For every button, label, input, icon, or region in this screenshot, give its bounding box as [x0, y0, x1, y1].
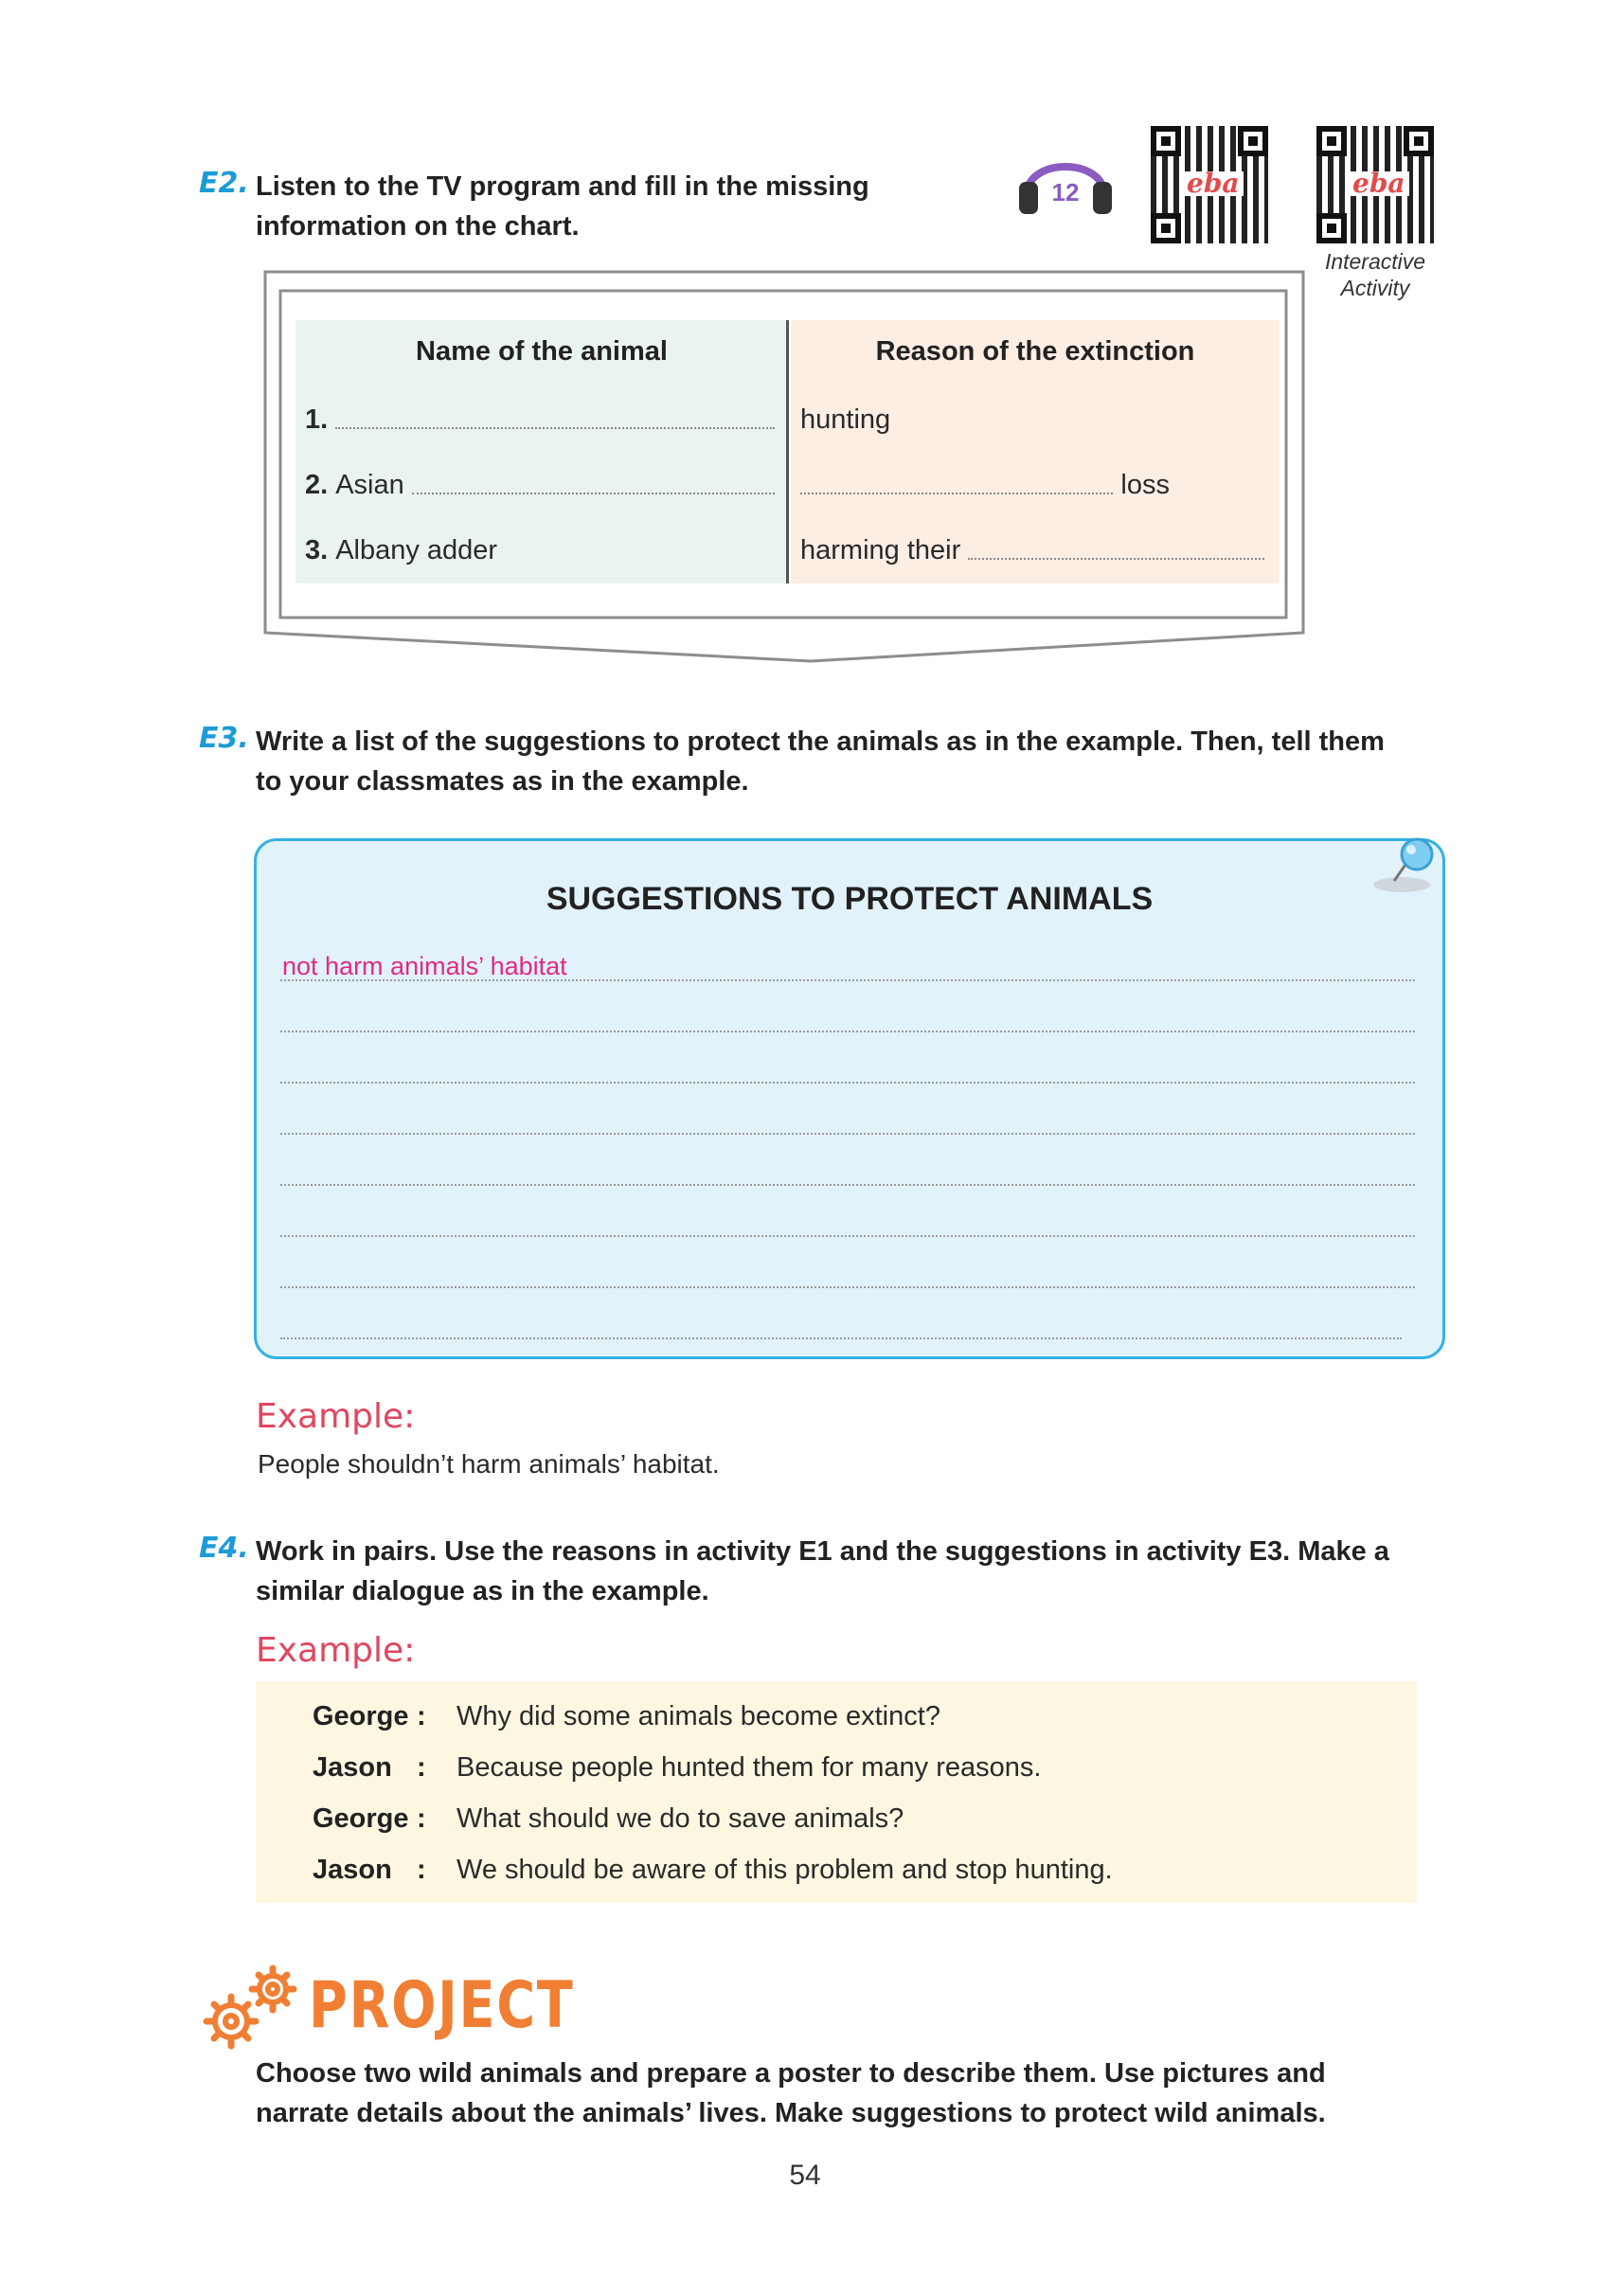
e4-example-label: Example:: [256, 1631, 416, 1670]
qr-corner: [1316, 213, 1347, 243]
animal-name: Asian: [335, 470, 404, 500]
project-text: [256, 2054, 1326, 2133]
qr-corner: [1151, 126, 1181, 156]
dialogue-colon: :: [417, 1701, 426, 1731]
eba-logo: eba: [1349, 171, 1409, 196]
e3-example-label: Example:: [256, 1397, 416, 1436]
reason-text: loss: [1120, 470, 1170, 500]
qr-corner: [1316, 126, 1347, 156]
project-text-line-2: narrate details about the animals’ lives. Make suggestions to protect wild animals.: [256, 2098, 1326, 2128]
dialogue-speaker: George: [313, 1701, 409, 1731]
qr-corner: [1238, 126, 1268, 156]
exercise-number-e3: E3.: [199, 722, 249, 755]
e3-example-text: People shouldn’t harm animals’ habitat.: [258, 1449, 720, 1479]
writing-line[interactable]: [280, 1337, 1402, 1339]
dialogue-line: Why did some animals become extinct?: [456, 1701, 940, 1731]
dialogue-line: Because people hunted them for many reasons.: [456, 1752, 1042, 1783]
chart-row-3-animal: [305, 529, 775, 566]
row-number: 1.: [305, 404, 329, 435]
e2-instruction: [256, 167, 869, 246]
e3-instruction: [256, 722, 1385, 801]
dialogue-speaker: Jason: [313, 1752, 392, 1783]
fill-in-blank[interactable]: [335, 427, 775, 429]
dialogue-colon: :: [417, 1752, 426, 1783]
dialogue-colon: :: [417, 1803, 426, 1834]
row-number: 2.: [305, 470, 329, 500]
qr-corner: [1151, 213, 1181, 243]
audio-track-number: 12: [1051, 178, 1080, 206]
writing-line[interactable]: [280, 1184, 1415, 1186]
dialogue-speaker: George: [313, 1803, 409, 1834]
writing-line[interactable]: [280, 1082, 1415, 1084]
chart-header-reason: Reason of the extinction: [875, 336, 1195, 367]
writing-line[interactable]: [280, 1286, 1415, 1288]
dialogue-colon: :: [417, 1855, 426, 1885]
qr-corner: [1404, 126, 1434, 156]
chart-row-1-animal: [305, 398, 775, 436]
suggestions-title: SUGGESTIONS TO PROTECT ANIMALS: [546, 881, 1154, 917]
chart-row-2-animal: [305, 463, 775, 501]
chart-row-3-reason: [800, 529, 1264, 566]
dialogue-speaker: Jason: [313, 1855, 392, 1885]
reason-text: harming their: [800, 535, 961, 565]
fill-in-blank[interactable]: [412, 493, 775, 494]
writing-line[interactable]: [280, 1235, 1415, 1237]
fill-in-blank[interactable]: [800, 493, 1113, 494]
headphones-audio-icon[interactable]: [1015, 140, 1116, 218]
qr-caption-line-2: Activity: [1340, 276, 1410, 300]
chart-header-animal: Name of the animal: [416, 336, 668, 367]
writing-line[interactable]: [280, 1031, 1415, 1032]
e3-instruction-line-2: to your classmates as in the example.: [256, 766, 749, 797]
qr-code-audio[interactable]: [1151, 126, 1268, 243]
writing-line[interactable]: [280, 979, 1415, 981]
chart-row-2-reason: [800, 463, 1170, 501]
page-number: 54: [789, 2160, 821, 2191]
project-text-line-1: Choose two wild animals and prepare a poster to describe them. Use pictures and: [256, 2058, 1326, 2089]
qr-caption-line-1: Interactive: [1324, 249, 1426, 274]
row-number: 3.: [305, 535, 329, 565]
animal-name: Albany adder: [335, 535, 498, 565]
gears-icon: [199, 1961, 303, 2055]
qr-code-interactive-activity[interactable]: [1316, 126, 1434, 243]
chart-row-1-reason: [800, 398, 1264, 436]
eba-logo: eba: [1183, 171, 1244, 196]
exercise-number-e4: E4.: [199, 1532, 249, 1565]
e2-instruction-line-1: Listen to the TV program and fill in the missing: [256, 171, 869, 202]
e4-instruction-line-1: Work in pairs. Use the reasons in activity E1 and the suggestions in activity E3. Make a: [256, 1536, 1389, 1567]
project-title: PROJECT: [309, 1968, 575, 2043]
writing-line[interactable]: [280, 1133, 1415, 1135]
e2-instruction-line-2: information on the chart.: [256, 211, 580, 242]
e4-instruction: [256, 1532, 1389, 1611]
suggestion-sample-entry: not harm animals’ habitat: [282, 952, 567, 980]
exercise-number-e2: E2.: [199, 167, 249, 200]
dialogue-line: We should be aware of this problem and stop hunting.: [456, 1855, 1113, 1885]
reason-text: hunting: [800, 404, 891, 435]
dialogue-line: What should we do to save animals?: [456, 1803, 904, 1834]
e3-instruction-line-1: Write a list of the suggestions to protect the animals as in the example. Then, tell them: [256, 726, 1385, 757]
e4-instruction-line-2: similar dialogue as in the example.: [256, 1576, 709, 1606]
fill-in-blank[interactable]: [968, 558, 1264, 560]
